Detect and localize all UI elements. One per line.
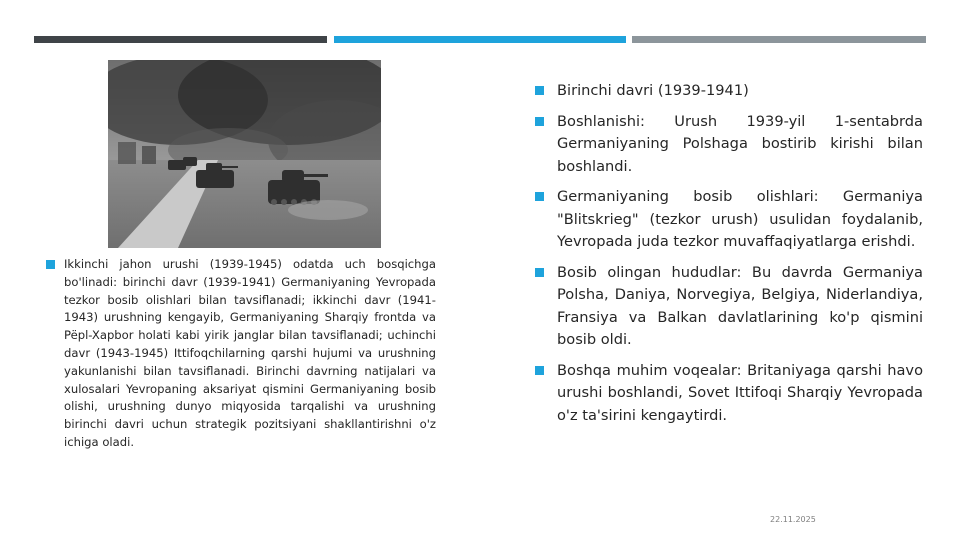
list-item	[535, 360, 923, 428]
left-paragraph: Ikkinchi jahon urushi (1939-1945) odatda uch bosqichga bo'linadi: birinchi davr (1939-1941) Germaniyaning Yevropada tezkor bosib olishlari bilan tavsiflanadi; ikkinchi davr (1941-1943) urushning kengayib, Germaniyaning Sharqiy frontda va Pëpl-Xapbor holati kabi yirik janglar bilan tavsiflanadi; uchinchi davr (1943-1945) Ittifoqchilarning qarshi hujumi va urushning yakunlanishi bilan tavsiflanadi. Birinchi davrning natijalari va xulosalari Yevropaning aksariyat qismini Germaniyaning bosib olishi, urushning dunyo miqyosida tarqalishi va urushning birinchi davri uchun strategik pozitsiyani shakllantirishni o'z ichiga oladi.	[64, 257, 436, 449]
slide-date: 22.11.2025	[770, 515, 816, 524]
list-item	[535, 262, 923, 352]
list-item-text: Bosib olingan hududlar: Bu davrda Germaniya Polsha, Daniya, Norvegiya, Belgiya, Niderlandiya, Fransiya va Balkan davlatlarining ko'p qismini bosib oldi.	[557, 263, 923, 348]
list-item-text: Boshqa muhim voqealar: Britaniyaga qarshi havo urushi boshlandi, Sovet Ittifoqi Sharqiy Yevropada o'z ta'sirini kengaytirdi.	[557, 361, 923, 424]
historical-photo	[108, 60, 381, 248]
header-bar-blue	[334, 36, 626, 43]
bullet-square-icon	[535, 86, 544, 95]
bullet-square-icon	[535, 117, 544, 126]
tanks-photo-icon	[108, 60, 381, 248]
bullet-square-icon	[535, 192, 544, 201]
bullet-square-icon	[46, 260, 55, 269]
bullet-square-icon	[535, 268, 544, 277]
right-bullet-list	[535, 80, 923, 435]
list-item-text: Boshlanishi: Urush 1939-yil 1-sentabrda Germaniyaning Polshaga bostirib kirishi bilan boshlandi.	[557, 112, 923, 175]
list-item-text: Birinchi davri (1939-1941)	[557, 82, 749, 99]
list-item	[535, 80, 923, 103]
header-bar-gray	[632, 36, 926, 43]
header-bar-dark	[34, 36, 327, 43]
bullet-square-icon	[535, 366, 544, 375]
list-item	[535, 186, 923, 254]
list-item	[535, 111, 923, 179]
list-item-text: Germaniyaning bosib olishlari: Germaniya "Blitskrieg" (tezkor urush) usulidan foydalanib, Yevropada juda tezkor muvaffaqiyatlarga erishdi.	[557, 188, 923, 250]
